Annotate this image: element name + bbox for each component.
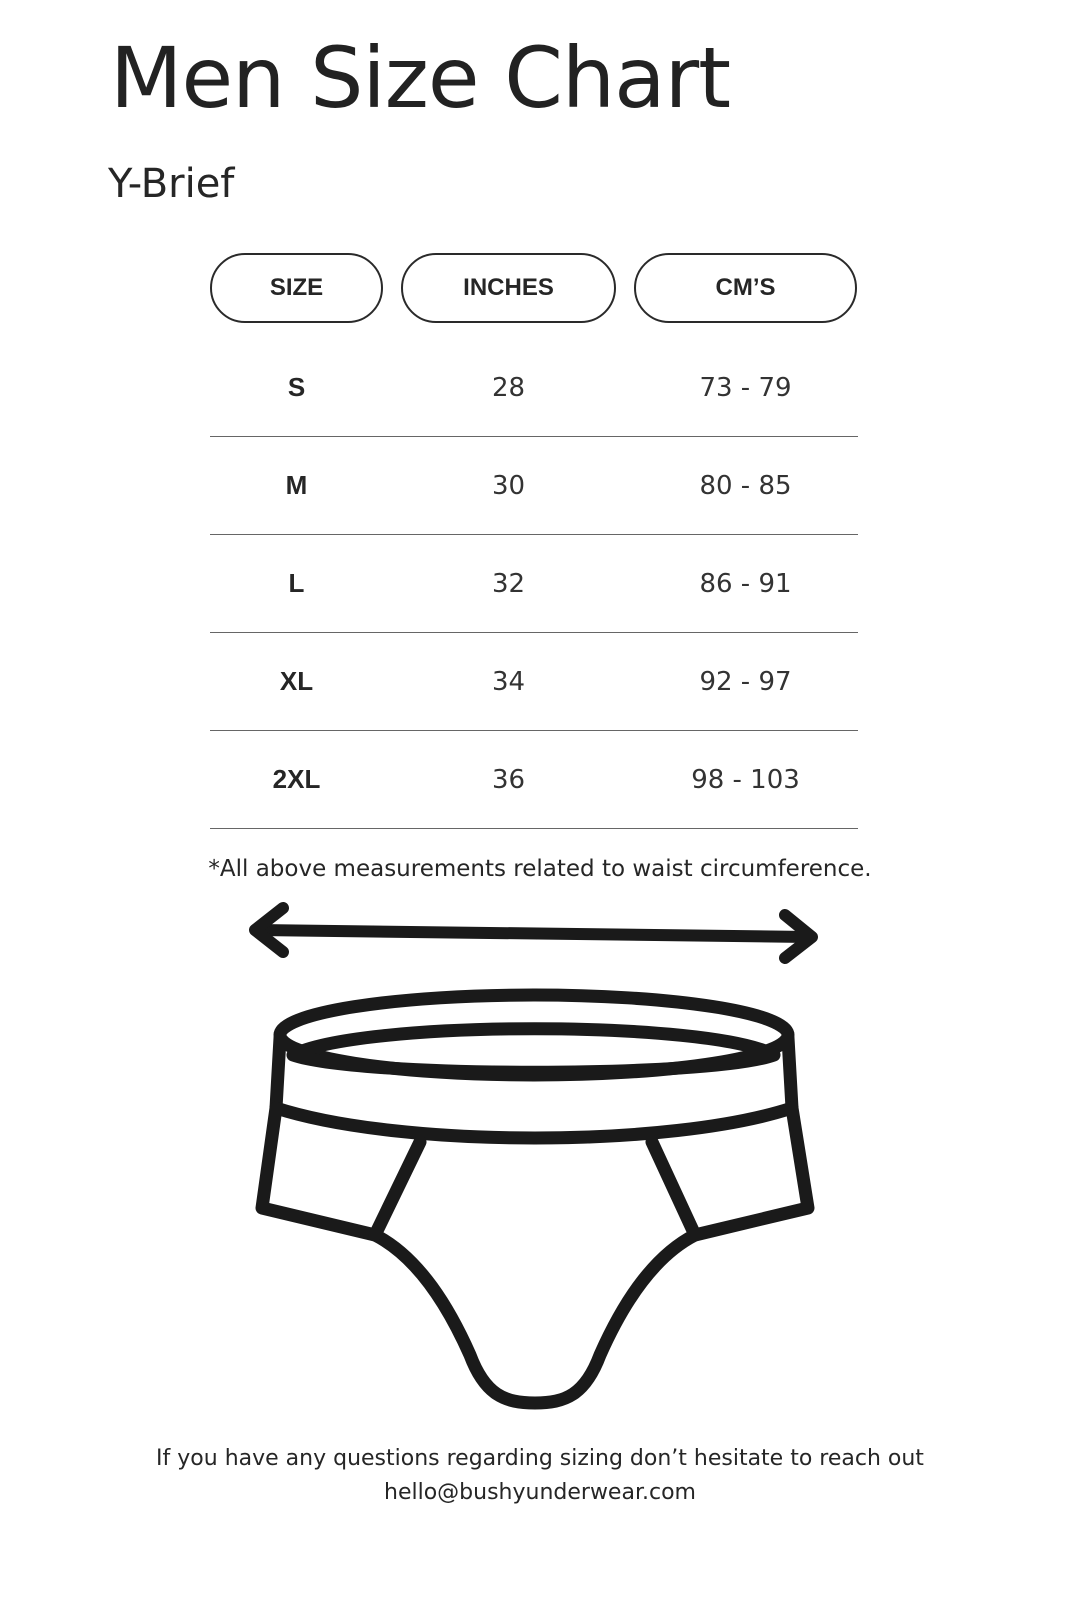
size-cell: L [288,568,305,598]
cms-cell: 92 - 97 [699,666,792,697]
size-cell: 2XL [272,764,321,794]
inches-cell: 34 [491,666,526,697]
inches-cell: 32 [491,568,526,599]
table-row [210,633,858,731]
inches-cell: 36 [491,764,526,795]
y-brief-underwear-icon [262,995,808,1403]
inches-cell: 28 [491,372,526,403]
sizing-help-text: If you have any questions regarding sizing don’t hesitate to reach out [156,1446,924,1471]
cms-cell: 98 - 103 [691,764,800,795]
cms-cell: 73 - 79 [699,372,792,403]
cms-cell: 80 - 85 [699,470,792,501]
table-row [210,731,858,829]
table-row [210,339,858,437]
column-header-inches: INCHES [401,253,616,323]
size-cell: M [285,470,308,500]
size-table [210,339,858,829]
table-row [210,437,858,535]
double-headed-arrow-icon [255,908,812,958]
contact-email: hello@bushyunderwear.com [384,1480,696,1505]
page-title: Men Size Chart [110,29,731,127]
size-cell: XL [279,666,314,696]
cms-cell: 86 - 91 [699,568,792,599]
table-row [210,535,858,633]
size-cell: S [287,372,306,402]
inches-cell: 30 [491,470,526,501]
column-header-size: SIZE [210,253,383,323]
column-header-cms: CM’S [634,253,857,323]
product-subtitle: Y-Brief [108,161,235,207]
measurement-note: *All above measurements related to waist circumference. [208,856,872,882]
